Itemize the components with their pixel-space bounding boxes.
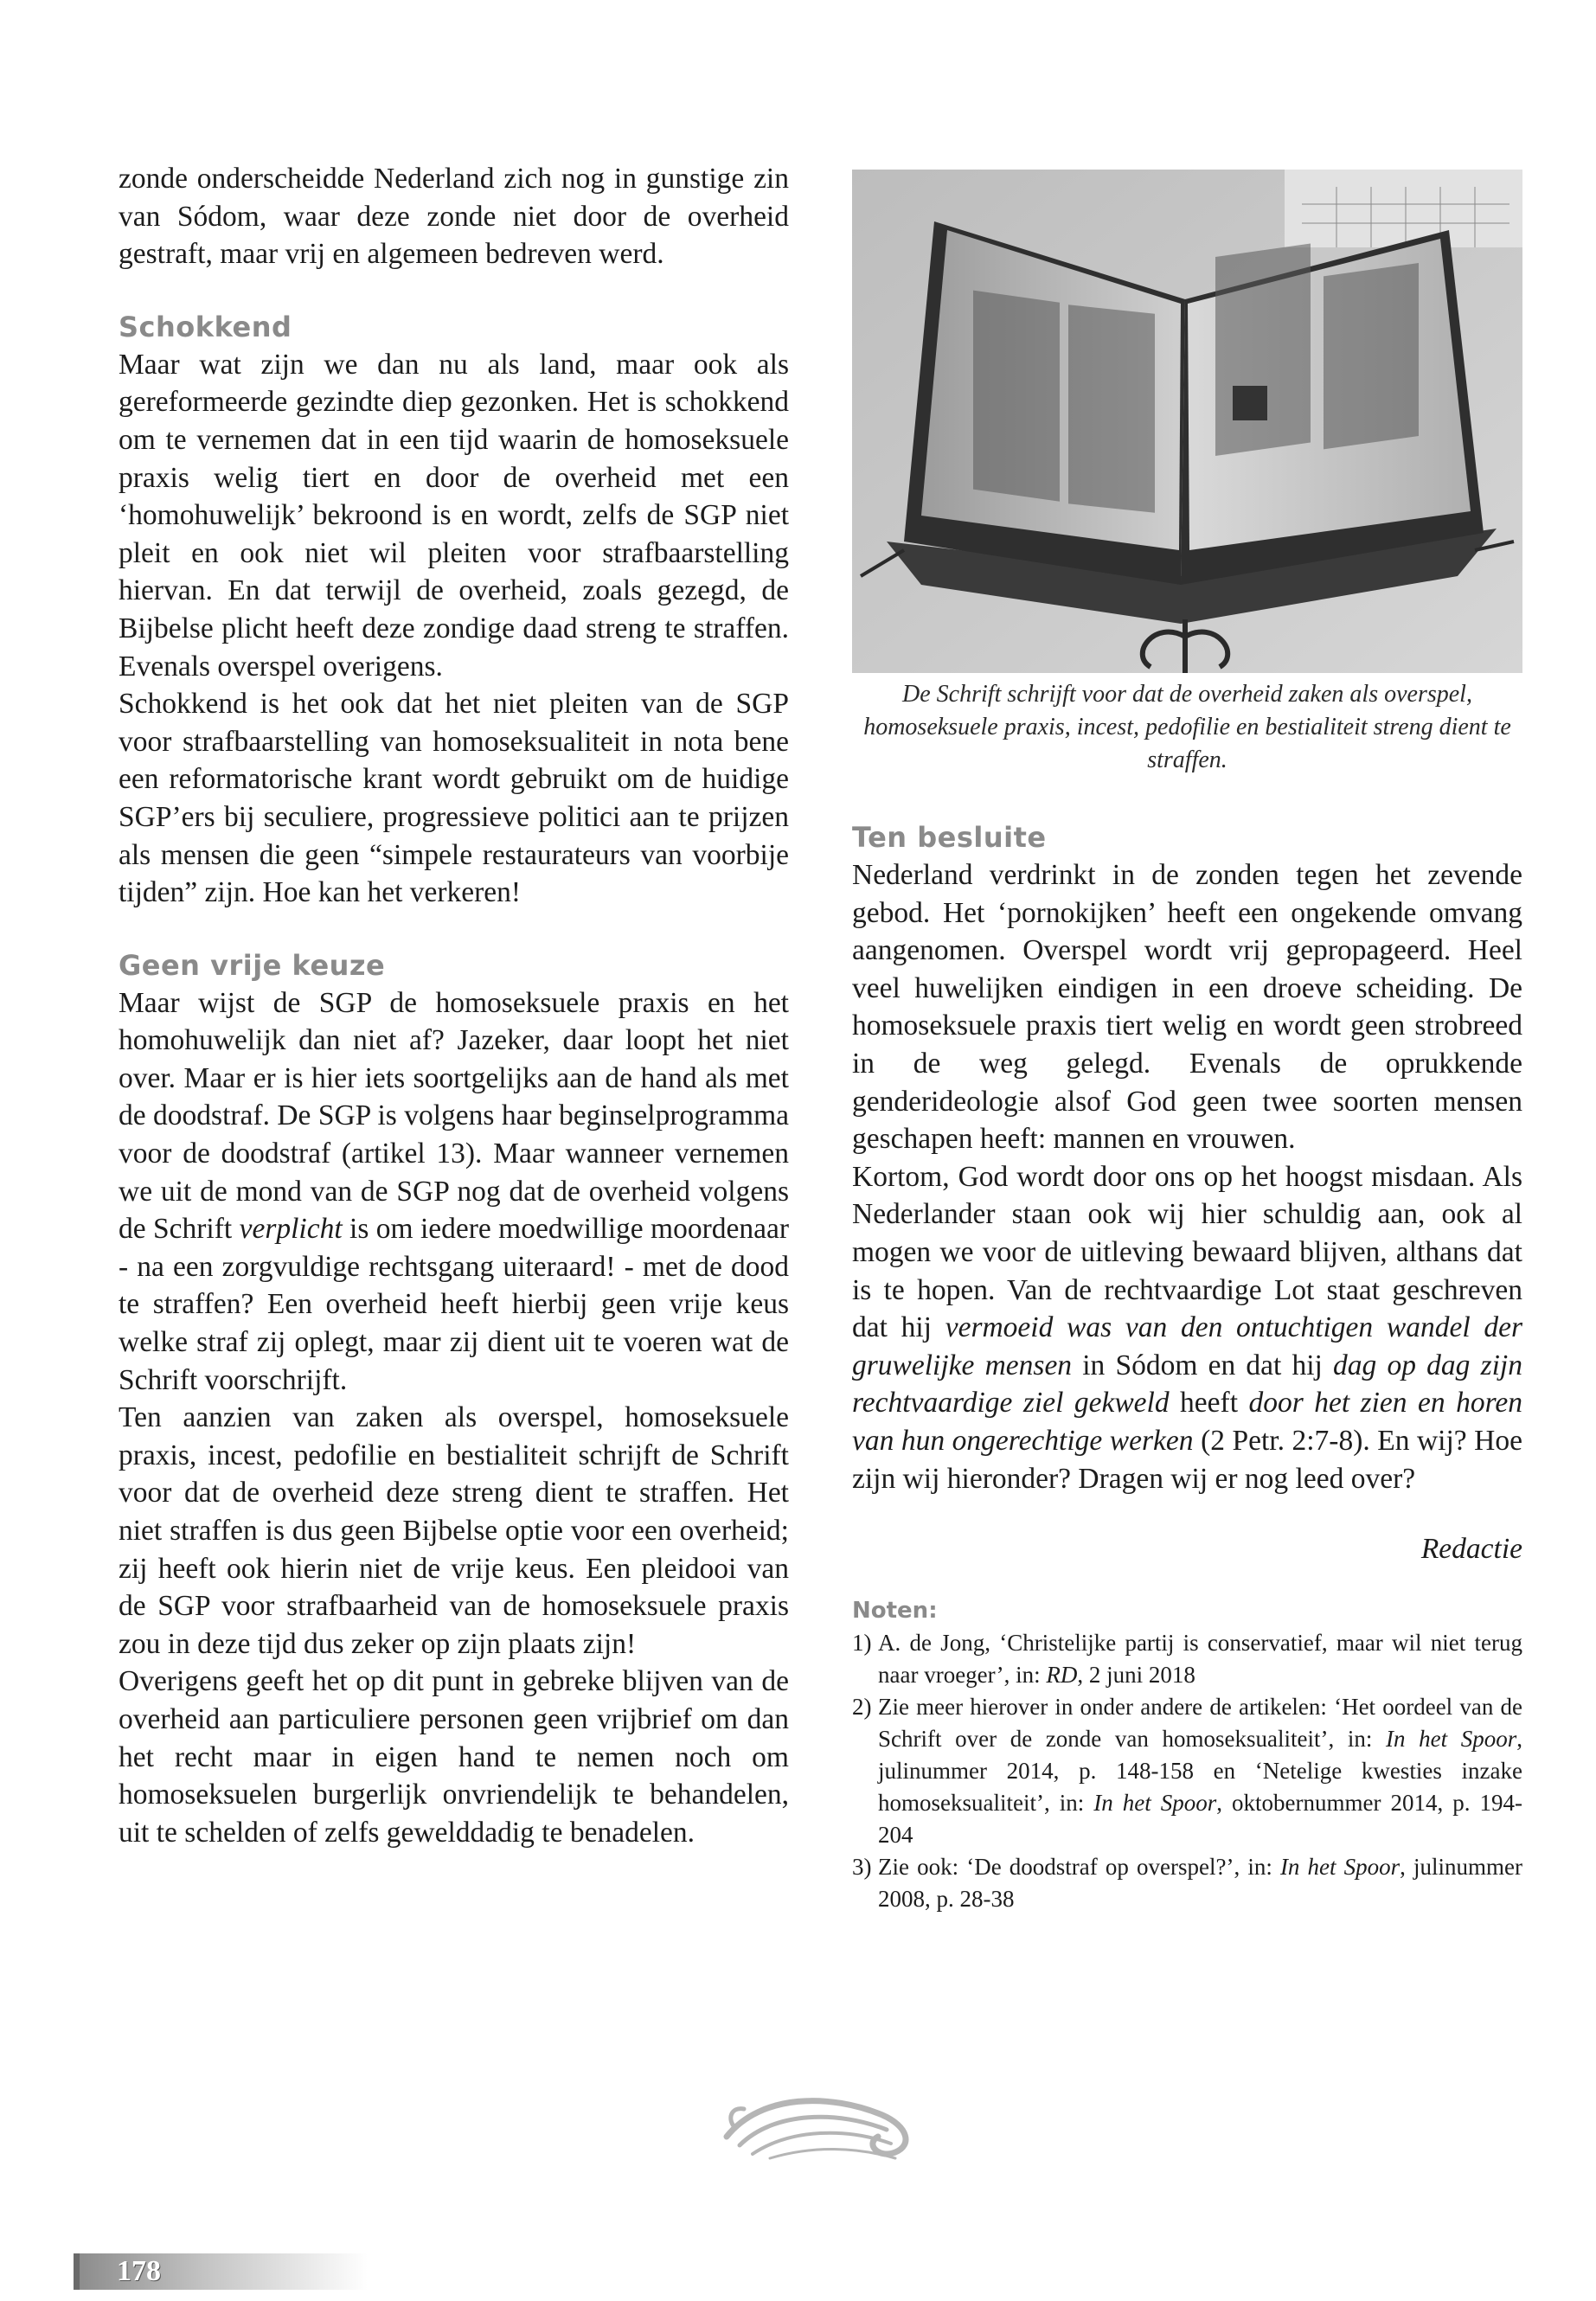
footnote-number: 1) xyxy=(852,1629,872,1656)
heading-geen-vrije-keuze: Geen vrije keuze xyxy=(119,948,386,982)
footnote-text: Zie ook: ‘De doodstraf op overspel?’, in: In het Spoor, julinummer 2008, p. 28-38 xyxy=(878,1853,1523,1912)
paragraph-keuze-1: Maar wijst de SGP de homoseksuele praxis en het homohuwelijk dan niet af? Jazeker, daar loopt het niet over. Maar er is hier iets soortgelijks aan de hand als met de doodstraf. De SGP is volgens haar beginselprogramma voor de doodstraf (artikel 13). Maar wanneer vernemen we uit de mond van de SGP nog dat de overheid volgens de Schrift verplicht is om iedere moedwillige moordenaar - na een zorgvuldige rechtsgang uiteraard! - met de dood te straffen? Een overheid heeft hierbij geen vrije keus welke straf zij oplegt, maar zij dient uit te voeren wat de Schrift voorschrijft. xyxy=(119,986,790,1396)
paragraph-schokkend-2: Schokkend is het ook dat het niet pleiten van de SGP voor strafbaarstelling van homoseksualiteit in nota bene een reformatorische krant wordt gebruikt om de huidige SGP’ers bij seculiere, progressieve politici aan te prijzen als mensen die geen “simpele restaurateurs van voorbije tijden” zijn. Hoe kan het verkeren! xyxy=(119,688,789,909)
paragraph-intro: zonde onderscheidde Nederland zich nog in gunstige zin van Sódom, waar deze zonde niet door de overheid gestraft, maar vrij en algemeen bedreven werd. xyxy=(119,163,789,271)
page-number-bar xyxy=(74,2253,368,2290)
footnote-3 xyxy=(852,1851,1522,1915)
footnote-text: Zie meer hierover in onder andere de artikelen: ‘Het oordeel van de Schrift over de zonde van homoseksualiteit’, in: In het Spoor, julinummer 2014, p. 148-158 en ‘Netelige kwesties inzake homoseksualiteit’, in: In het Spoor, oktobernummer 2014, p. 194-204 xyxy=(878,1693,1523,1848)
left-column xyxy=(119,160,789,1851)
footnote-number: 2) xyxy=(852,1693,872,1720)
paragraph-keuze-2: Ten aanzien van zaken als overspel, homoseksuele praxis, incest, pedofilie en bestialiteit schrijft de Schrift voor dat de overheid deze streng dient te straffen. Het niet straffen is dus geen Bijbelse optie voor een overheid; zij heeft ook hierin niet de vrije keus. Een pleidooi van de SGP voor strafbaarheid van de homoseksuele praxis zou in deze tijd dus zeker op zijn plaats zijn! xyxy=(119,1401,789,1660)
open-bible-photo xyxy=(852,170,1522,673)
footnote-2 xyxy=(852,1691,1522,1851)
notes-heading: Noten: xyxy=(852,1597,938,1624)
right-column xyxy=(852,164,1522,1915)
paragraph-besluite-2: Kortom, God wordt door ons op het hoogst misdaan. Als Nederlander staan ook wij hier schuldig aan, ook al mogen we voor de uitleving bewaard blijven, althans dat is te hopen. Van de rechtvaardige Lot staat geschreven dat hij vermoeid was van den ontuchtigen wandel der gruwelijke mensen in Sódom en dat hij dag op dag zijn rechtvaardige ziel gekweld heeft door het zien en horen van hun ongerechtige werken (2 Petr. 2:7-8). En wij? Hoe zijn wij hieronder? Dragen wij er nog leed over? xyxy=(852,1160,1522,1495)
signature-redactie: Redactie xyxy=(1420,1533,1522,1566)
footnote-1 xyxy=(852,1627,1522,1691)
heading-schokkend: Schokkend xyxy=(119,310,292,343)
photo-caption: De Schrift schrijft voor dat de overheid zaken als overspel, homoseksuele praxis, incest, pedofilie en bestialiteit streng dient te straffen. xyxy=(863,681,1511,773)
footnote-text: A. de Jong, ‘Christelijke partij is conservatief, maar wil niet terug naar vroeger’, in: RD, 2 juni 2018 xyxy=(878,1629,1522,1688)
page-number: 178 xyxy=(117,2255,161,2287)
footnote-number: 3) xyxy=(852,1853,872,1880)
paragraph-besluite-1: Nederland verdrinkt in de zonden tegen het zevende gebod. Het ‘pornokijken’ heeft een ongekende omvang aangenomen. Overspel wordt vrij gepropageerd. Heel veel huwelijken eindigen in een droeve scheiding. De homoseksuele praxis tiert welig en wordt geen strobreed in de weg gelegd. Evenals de oprukkende genderideologie alsof God geen twee soorten mensen geschapen heeft: mannen en vrouwen. xyxy=(852,859,1522,1156)
paragraph-schokkend-1: Maar wat zijn we dan nu als land, maar ook als gereformeerde gezindte diep gezonken. Het is schokkend om te vernemen dat in een tijd waarin de homoseksuele praxis welig tiert en door de overheid met een ‘homohuwelijk’ bekroond is en wordt, zelfs de SGP niet pleit en ook niet wil pleiten voor strafbaarstelling hiervan. En dat terwijl de overheid, zoals gezegd, de Bijbelse plicht heeft deze zondige daad streng te straffen. Evenals overspel overigens. xyxy=(119,348,789,683)
paragraph-keuze-3: Overigens geeft het op dit punt in gebreke blijven van de overheid aan particuliere personen geen vrijbrief om dan het recht maar in eigen hand te nemen noch om homoseksuelen burgerlijk onvriendelijk te behandelen, uit te schelden of zelfs gewelddadig te benadelen. xyxy=(119,1665,789,1849)
heading-ten-besluite: Ten besluite xyxy=(852,821,1047,854)
swirl-ornament-icon xyxy=(709,2076,934,2180)
